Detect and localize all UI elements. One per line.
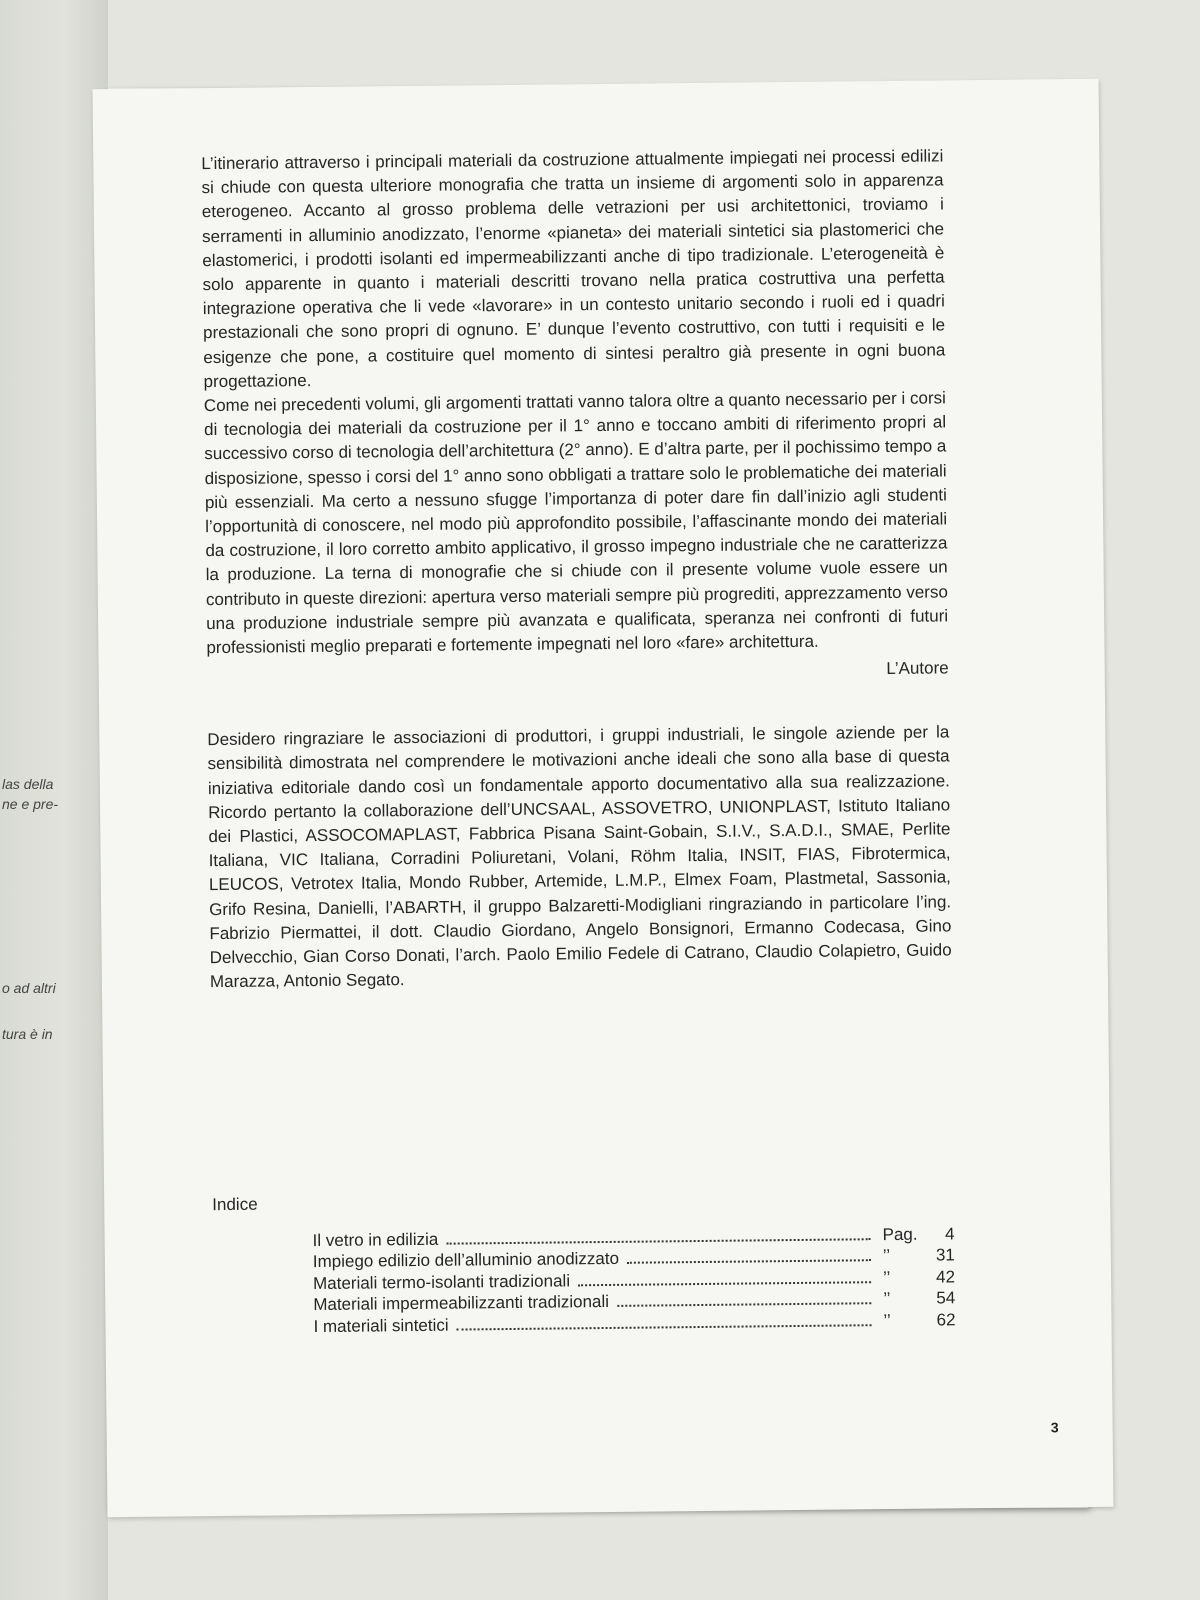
preface-paragraph-2: Come nei precedenti volumi, gli argomenti trattati vanno talora oltre a quanto necessario per i corsi di tecnologia dei materiali da costruzione per il 1° anno e toccano ambiti di riferimento propri al successivo corso di tecnologia dell’architettura (2° anno). E d’altra parte, per il pochissimo tempo a disposizione, spesso i corsi del 1° anno sono obbligati a trattare solo le problematiche dei materiali più essenziali. Ma certo a nessuno sfugge l’importanza di poter dare fin dall’inizio agli studenti l’opportunità di conoscere, nel modo più approfondito possibile, l’affascinante mondo dei materiali da costruzione, il loro corretto ambito applicativo, il grosso impegno industriale che ne caratterizza la produzione. La terna di monografie che si chiude con il presente volume vuole essere un contributo in queste direzioni: apertura verso materiali sempre più progrediti, apprezzamento verso una produzione industriale sempre più avanzata e qualificata, speranza nei confronti di futuri professionisti meglio preparati e fortemente impegnati nel loro «fare» architettura. bbox=[203, 388, 949, 658]
facing-page-fragment: o ad altri bbox=[2, 980, 56, 996]
toc-leader-dots bbox=[617, 1302, 871, 1307]
toc-entry-title: Impiego edilizio dell’alluminio anodizzato bbox=[312, 1248, 620, 1272]
toc-leader-dots bbox=[627, 1259, 871, 1264]
preface-paragraph-1: L’itinerario attraverso i principali materiali da costruzione attualmente impiegati nei processi edilizi si chiude con questa ulteriore monografia che tratta un insieme di argomenti solo in apparenza eterogeneo. Accanto al grosso problema delle vetrazioni per usi architettonici, troviamo i serramenti in alluminio anodizzato, l’enorme «pianeta» dei materiali sintetici sia plastomerici che elastomerici, i prodotti isolanti ed impermeabilizzanti anche di tipo tradizionale. L’eterogeneità è solo apparente in quanto i materiali descritti trovano nella pratica costruttiva una perfetta integrazione operativa che li vede «lavorare» in un contesto unitario secondo i ruoli ed i quadri prestazionali che sono propri di ognuno. E’ dunque l’evento costruttivo, con tutti i requisiti e le esigenze che pone, a costituire quel momento di sintesi peraltro già presente in ogni buona progettazione. bbox=[201, 146, 946, 391]
toc-entry-title: Materiali termo-isolanti tradizionali bbox=[312, 1270, 571, 1293]
toc-entry-title: Materiali impermeabilizzanti tradizionali bbox=[313, 1291, 610, 1315]
page-number: 3 bbox=[1050, 1419, 1059, 1436]
toc-page-abbr: ’’ bbox=[883, 1310, 891, 1330]
book-page bbox=[93, 79, 1114, 1517]
toc-page-number: 4 bbox=[945, 1223, 955, 1243]
toc-page-number: 42 bbox=[936, 1266, 956, 1287]
table-of-contents bbox=[313, 1223, 956, 1337]
toc-leader-dots bbox=[457, 1324, 872, 1330]
toc-leader-dots bbox=[578, 1281, 871, 1286]
facing-page bbox=[0, 0, 108, 1600]
toc-leader-dots bbox=[446, 1238, 870, 1244]
toc-page-abbr: Pag. bbox=[882, 1224, 918, 1244]
facing-page-fragment: las della bbox=[2, 776, 54, 792]
toc-page-abbr: ’’ bbox=[883, 1289, 891, 1309]
toc-entry-title: I materiali sintetici bbox=[313, 1315, 449, 1336]
toc-page-abbr: ’’ bbox=[882, 1267, 891, 1287]
index-title: Indice bbox=[212, 1194, 258, 1214]
toc-page-number: 62 bbox=[936, 1309, 956, 1330]
facing-page-fragment: tura è in bbox=[2, 1026, 53, 1042]
author-signature: L’Autore bbox=[886, 658, 949, 679]
acknowledgements-paragraph: Desidero ringraziare le associazioni di produttori, i gruppi industriali, le singole aziende per la sensibilità dimostrata nel comprendere le motivazioni anche ideali che sono alla base di questa iniziativa editoriale dando così un fondamentale apporto documentativo alla sua realizzazione. Ricordo pertanto la collaborazione dell’UNCSAAL, ASSOVETRO, UNIONPLAST, Istituto Italiano dei Plastici, ASSOCOMAPLAST, Fabbrica Pisana Saint-Gobain, S.I.V., S.A.D.I., SMAE, Perlite Italiana, VIC Italiana, Corradini Poliuretani, Volani, Röhm Italia, INSIT, FIAS, Fibrotermica, LEUCOS, Vetrotex Italia, Mondo Rubber, Artemide, L.M.P., Elmex Foam, Plastmetal, Sassonia, Grifo Resina, Danielli, l’ABARTH, il gruppo Balzaretti-Modigliani ringraziando in particolare l’ing. Fabrizio Piermattei, il dott. Claudio Giordano, Angelo Bonsignori, Ermanno Codecasa, Gino Delvecchio, Gian Corso Donati, l’arch. Paolo Emilio Fedele di Catrano, Claudio Colapietro, Guido Marazza, Antonio Segato. bbox=[207, 722, 952, 992]
toc-page-number: 54 bbox=[936, 1288, 956, 1308]
facing-page-fragment: ne e pre- bbox=[2, 796, 59, 812]
toc-entry-title: Il vetro in edilizia bbox=[312, 1229, 439, 1250]
page-content bbox=[201, 144, 955, 1338]
toc-page-number: 31 bbox=[935, 1245, 955, 1265]
toc-page-abbr: ’’ bbox=[882, 1246, 891, 1266]
